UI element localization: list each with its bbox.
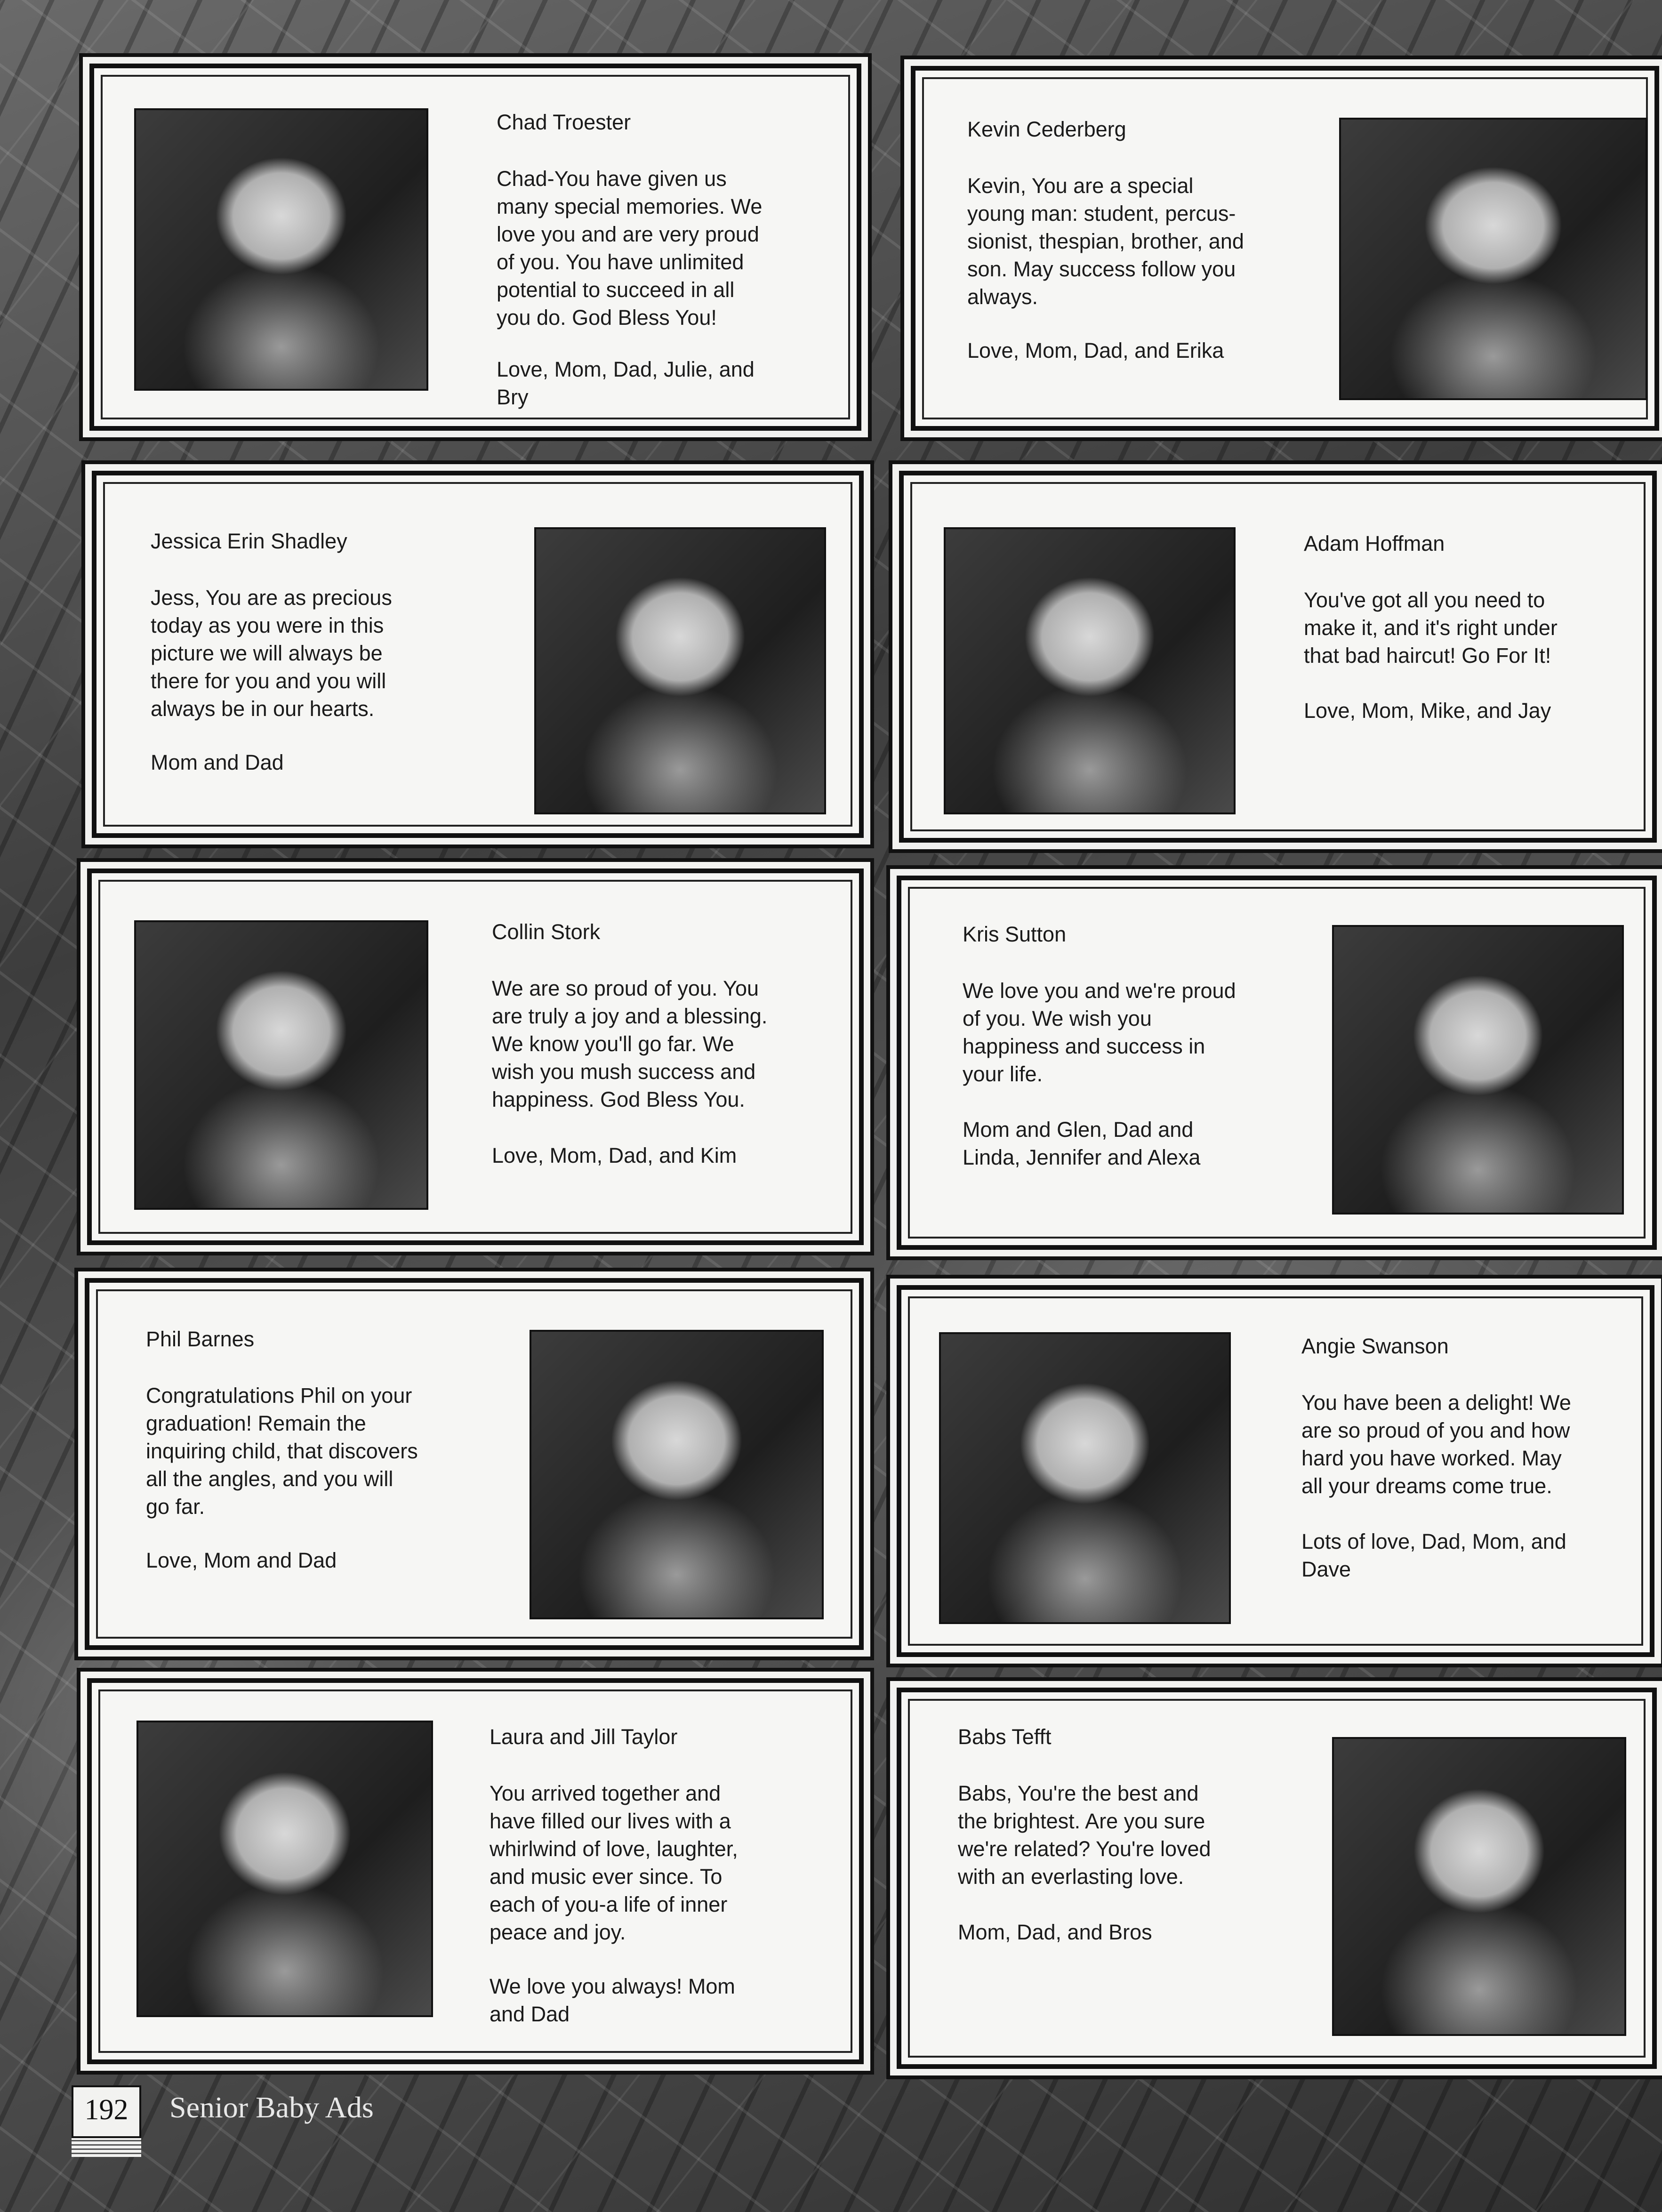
baby-photo: [534, 527, 826, 814]
ad-card-chad-troester: [89, 64, 861, 431]
ad-name: Laura and Jill Taylor: [490, 1725, 678, 1749]
ad-message: We are so proud of you. You are truly a joy and a blessing. We know you'll go far. We wish you mush success and happiness. God Bless You.: [492, 976, 768, 1111]
section-title: Senior Baby Ads: [169, 2091, 374, 2124]
ad-message: Babs, You're the best and the brightest. Are you sure we're related? You're loved with an everlasting love.: [958, 1781, 1211, 1889]
baby-photo: [134, 920, 428, 1210]
ad-signature: Love, Mom, Dad, and Kim: [492, 1143, 737, 1167]
ad-card-laura-and-jill-taylor: [87, 1678, 864, 2064]
baby-photo: [944, 527, 1236, 814]
ad-name: Kevin Cederberg: [967, 117, 1126, 141]
baby-photo: [136, 1721, 433, 2017]
ad-signature: Mom and Glen, Dad and Linda, Jennifer and Alexa: [963, 1118, 1201, 1169]
ad-name: Adam Hoffman: [1304, 531, 1445, 555]
ad-message: You arrived together and have filled our lives with a whirlwind of love, laughter, and music ever since. To each of you-a life of inner peace and joy.: [490, 1781, 738, 1944]
ad-name: Angie Swanson: [1301, 1334, 1449, 1358]
ad-message: Congratulations Phil on your graduation! Remain the inquiring child, that discovers all the angles, and you will go far.: [146, 1384, 418, 1519]
ad-card-babs-tefft: [897, 1688, 1657, 2069]
ad-card-collin-stork: [87, 869, 864, 1245]
ad-message: You have been a delight! We are so proud of you and how hard you have worked. May all your dreams come true.: [1301, 1391, 1571, 1498]
ad-signature: We love you always! Mom and Dad: [490, 1974, 735, 2026]
ad-card-angie-swanson: [897, 1285, 1654, 1657]
ad-signature: Love, Mom, Mike, and Jay: [1304, 699, 1551, 723]
ad-message: Jess, You are as precious today as you were in this picture we will always be there for you and you will always be in our hearts.: [151, 586, 392, 721]
ad-name: Jessica Erin Shadley: [151, 529, 347, 553]
baby-photo: [1332, 1737, 1626, 2036]
ad-message: Kevin, You are a special young man: student, percus- sionist, thespian, brother, and son. May success follow you always.: [967, 174, 1244, 309]
ad-name: Collin Stork: [492, 920, 601, 944]
ad-card-adam-hoffman: [899, 471, 1657, 843]
ad-card-kris-sutton: [897, 876, 1657, 1250]
baby-photo: [134, 108, 428, 391]
ad-signature: Love, Mom, Dad, and Erika: [967, 338, 1224, 362]
ad-name: Chad Troester: [497, 110, 631, 134]
ad-message: We love you and we're proud of you. We wish you happiness and success in your life.: [963, 979, 1236, 1086]
ad-message: You've got all you need to make it, and it's right under that bad haircut! Go For It!: [1304, 588, 1558, 668]
baby-photo: [939, 1332, 1231, 1624]
ad-signature: Mom, Dad, and Bros: [958, 1920, 1152, 1944]
ad-signature: Love, Mom, Dad, Julie, and Bry: [497, 357, 755, 409]
ad-message: Chad-You have given us many special memories. We love you and are very proud of you. You have unlimited potential to succeed in all you do. God Bless You!: [497, 167, 763, 330]
ad-name: Phil Barnes: [146, 1327, 255, 1351]
baby-photo: [1339, 118, 1647, 400]
baby-photo: [1332, 925, 1624, 1215]
ad-signature: Lots of love, Dad, Mom, and Dave: [1301, 1529, 1566, 1581]
page-number-ornament: [72, 2138, 141, 2157]
ad-signature: Mom and Dad: [151, 750, 284, 774]
ad-name: Babs Tefft: [958, 1725, 1052, 1749]
ad-name: Kris Sutton: [963, 922, 1067, 946]
ad-card-kevin-cederberg: [911, 66, 1659, 431]
ad-card-jessica-erin-shadley: [92, 471, 864, 838]
page-number: 192: [72, 2085, 141, 2138]
ad-card-phil-barnes: [85, 1278, 864, 1650]
baby-photo: [530, 1330, 824, 1619]
ad-signature: Love, Mom and Dad: [146, 1548, 337, 1572]
